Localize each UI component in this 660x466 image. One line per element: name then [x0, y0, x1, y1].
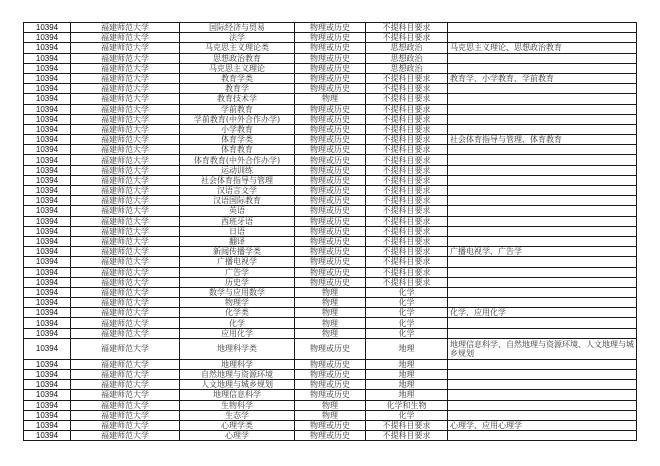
school-name-cell: 福建师范大学 — [71, 380, 180, 390]
major-name-cell: 体育学类 — [180, 135, 295, 145]
school-code-cell: 10394 — [24, 94, 71, 104]
major-name-cell: 社会体育指导与管理 — [180, 175, 295, 185]
major-name-cell: 地理科学类 — [180, 338, 295, 359]
table-row — [24, 410, 637, 420]
school-name-cell: 福建师范大学 — [71, 216, 180, 226]
first-choice-subject-cell: 物理 — [295, 318, 366, 328]
second-choice-subject-cell: 化学 — [366, 308, 448, 318]
first-choice-subject-cell: 物理或历史 — [295, 380, 366, 390]
major-name-cell: 地理信息科学 — [180, 390, 295, 400]
major-name-cell: 广播电视学 — [180, 257, 295, 267]
table-row — [24, 114, 637, 124]
major-name-cell: 西班牙语 — [180, 216, 295, 226]
school-name-cell: 福建师范大学 — [71, 318, 180, 328]
table-row — [24, 431, 637, 441]
school-code-cell: 10394 — [24, 186, 71, 196]
included-majors-cell — [448, 206, 637, 216]
major-name-cell: 物理学 — [180, 298, 295, 308]
included-majors-cell — [448, 155, 637, 165]
major-name-cell: 英语 — [180, 206, 295, 216]
school-name-cell: 福建师范大学 — [71, 287, 180, 297]
second-choice-subject-cell: 不提科目要求 — [366, 226, 448, 236]
second-choice-subject-cell: 不提科目要求 — [366, 145, 448, 155]
major-name-cell: 体育教育(中外合作办学) — [180, 155, 295, 165]
first-choice-subject-cell: 物理或历史 — [295, 114, 366, 124]
school-name-cell: 福建师范大学 — [71, 277, 180, 287]
school-code-cell: 10394 — [24, 247, 71, 257]
second-choice-subject-cell: 化学 — [366, 410, 448, 420]
first-choice-subject-cell: 物理 — [295, 287, 366, 297]
table-row — [24, 380, 637, 390]
second-choice-subject-cell: 不提科目要求 — [366, 277, 448, 287]
second-choice-subject-cell: 地理 — [366, 338, 448, 359]
school-name-cell: 福建师范大学 — [71, 63, 180, 73]
first-choice-subject-cell: 物理或历史 — [295, 206, 366, 216]
school-code-cell: 10394 — [24, 236, 71, 246]
table-row — [24, 135, 637, 145]
first-choice-subject-cell: 物理或历史 — [295, 63, 366, 73]
school-name-cell: 福建师范大学 — [71, 114, 180, 124]
table-row — [24, 338, 637, 359]
included-majors-cell — [448, 226, 637, 236]
table-row — [24, 33, 637, 43]
first-choice-subject-cell: 物理或历史 — [295, 135, 366, 145]
included-majors-cell: 马克思主义理论、思想政治教育 — [448, 43, 637, 53]
table-row — [24, 165, 637, 175]
school-name-cell: 福建师范大学 — [71, 104, 180, 114]
included-majors-cell — [448, 196, 637, 206]
included-majors-cell — [448, 328, 637, 338]
second-choice-subject-cell: 化学 — [366, 318, 448, 328]
school-code-cell: 10394 — [24, 390, 71, 400]
table-row — [24, 155, 637, 165]
second-choice-subject-cell: 地理 — [366, 380, 448, 390]
second-choice-subject-cell: 不提科目要求 — [366, 216, 448, 226]
major-name-cell: 生物科学 — [180, 400, 295, 410]
second-choice-subject-cell: 不提科目要求 — [366, 186, 448, 196]
second-choice-subject-cell: 地理 — [366, 390, 448, 400]
first-choice-subject-cell: 物理或历史 — [295, 73, 366, 83]
first-choice-subject-cell: 物理或历史 — [295, 247, 366, 257]
school-name-cell: 福建师范大学 — [71, 226, 180, 236]
included-majors-cell — [448, 84, 637, 94]
first-choice-subject-cell: 物理 — [295, 94, 366, 104]
included-majors-cell — [448, 318, 637, 328]
school-name-cell: 福建师范大学 — [71, 175, 180, 185]
school-name-cell: 福建师范大学 — [71, 124, 180, 134]
school-code-cell: 10394 — [24, 267, 71, 277]
included-majors-cell — [448, 400, 637, 410]
first-choice-subject-cell: 物理或历史 — [295, 390, 366, 400]
first-choice-subject-cell: 物理或历史 — [295, 216, 366, 226]
school-code-cell: 10394 — [24, 359, 71, 369]
included-majors-cell — [448, 380, 637, 390]
second-choice-subject-cell: 地理 — [366, 370, 448, 380]
included-majors-cell — [448, 53, 637, 63]
table-row — [24, 277, 637, 287]
first-choice-subject-cell: 物理或历史 — [295, 165, 366, 175]
major-name-cell: 化学 — [180, 318, 295, 328]
table-row — [24, 53, 637, 63]
major-name-cell: 马克思主义理论类 — [180, 43, 295, 53]
first-choice-subject-cell: 物理或历史 — [295, 359, 366, 369]
table-row — [24, 23, 637, 33]
school-code-cell: 10394 — [24, 73, 71, 83]
second-choice-subject-cell: 不提科目要求 — [366, 94, 448, 104]
school-name-cell: 福建师范大学 — [71, 257, 180, 267]
first-choice-subject-cell: 物理 — [295, 328, 366, 338]
first-choice-subject-cell: 物理或历史 — [295, 43, 366, 53]
second-choice-subject-cell: 不提科目要求 — [366, 206, 448, 216]
table-row — [24, 216, 637, 226]
school-code-cell: 10394 — [24, 216, 71, 226]
second-choice-subject-cell: 不提科目要求 — [366, 247, 448, 257]
table-row — [24, 104, 637, 114]
school-code-cell: 10394 — [24, 165, 71, 175]
table-row — [24, 400, 637, 410]
school-code-cell: 10394 — [24, 298, 71, 308]
school-name-cell: 福建师范大学 — [71, 420, 180, 430]
first-choice-subject-cell: 物理或历史 — [295, 370, 366, 380]
school-code-cell: 10394 — [24, 53, 71, 63]
first-choice-subject-cell: 物理或历史 — [295, 175, 366, 185]
school-code-cell: 10394 — [24, 277, 71, 287]
school-code-cell: 10394 — [24, 410, 71, 420]
major-name-cell: 马克思主义理论 — [180, 63, 295, 73]
table-row — [24, 84, 637, 94]
major-name-cell: 小学教育 — [180, 124, 295, 134]
second-choice-subject-cell: 不提科目要求 — [366, 431, 448, 441]
first-choice-subject-cell: 物理或历史 — [295, 186, 366, 196]
second-choice-subject-cell: 不提科目要求 — [366, 155, 448, 165]
included-majors-cell — [448, 370, 637, 380]
first-choice-subject-cell: 物理或历史 — [295, 104, 366, 114]
major-name-cell: 广告学 — [180, 267, 295, 277]
included-majors-cell — [448, 63, 637, 73]
school-name-cell: 福建师范大学 — [71, 206, 180, 216]
second-choice-subject-cell: 不提科目要求 — [366, 114, 448, 124]
school-name-cell: 福建师范大学 — [71, 410, 180, 420]
included-majors-cell — [448, 165, 637, 175]
major-name-cell: 法学 — [180, 33, 295, 43]
major-name-cell: 心理学类 — [180, 420, 295, 430]
first-choice-subject-cell: 物理或历史 — [295, 53, 366, 63]
school-code-cell: 10394 — [24, 155, 71, 165]
school-code-cell: 10394 — [24, 308, 71, 318]
school-code-cell: 10394 — [24, 370, 71, 380]
included-majors-cell: 化学、应用化学 — [448, 308, 637, 318]
table-row — [24, 175, 637, 185]
school-name-cell: 福建师范大学 — [71, 431, 180, 441]
first-choice-subject-cell: 物理或历史 — [295, 267, 366, 277]
school-name-cell: 福建师范大学 — [71, 135, 180, 145]
school-code-cell: 10394 — [24, 328, 71, 338]
included-majors-cell — [448, 359, 637, 369]
second-choice-subject-cell: 不提科目要求 — [366, 124, 448, 134]
included-majors-cell: 心理学、应用心理学 — [448, 420, 637, 430]
second-choice-subject-cell: 化学 — [366, 328, 448, 338]
school-name-cell: 福建师范大学 — [71, 53, 180, 63]
school-code-cell: 10394 — [24, 33, 71, 43]
school-name-cell: 福建师范大学 — [71, 390, 180, 400]
school-code-cell: 10394 — [24, 318, 71, 328]
first-choice-subject-cell: 物理或历史 — [295, 277, 366, 287]
included-majors-cell — [448, 236, 637, 246]
school-name-cell: 福建师范大学 — [71, 400, 180, 410]
school-name-cell: 福建师范大学 — [71, 328, 180, 338]
included-majors-cell — [448, 410, 637, 420]
first-choice-subject-cell: 物理或历史 — [295, 257, 366, 267]
major-name-cell: 数学与应用数学 — [180, 287, 295, 297]
second-choice-subject-cell: 不提科目要求 — [366, 257, 448, 267]
included-majors-cell — [448, 94, 637, 104]
included-majors-cell — [448, 390, 637, 400]
second-choice-subject-cell: 不提科目要求 — [366, 33, 448, 43]
table-row — [24, 420, 637, 430]
major-name-cell: 思想政治教育 — [180, 53, 295, 63]
table-row — [24, 226, 637, 236]
school-name-cell: 福建师范大学 — [71, 236, 180, 246]
major-name-cell: 自然地理与资源环境 — [180, 370, 295, 380]
school-name-cell: 福建师范大学 — [71, 247, 180, 257]
major-name-cell: 运动训练 — [180, 165, 295, 175]
table-row — [24, 328, 637, 338]
school-code-cell: 10394 — [24, 145, 71, 155]
school-code-cell: 10394 — [24, 135, 71, 145]
school-name-cell: 福建师范大学 — [71, 338, 180, 359]
major-name-cell: 体育教育 — [180, 145, 295, 155]
major-name-cell: 学前教育 — [180, 104, 295, 114]
table-row — [24, 73, 637, 83]
school-code-cell: 10394 — [24, 206, 71, 216]
included-majors-cell — [448, 277, 637, 287]
included-majors-cell — [448, 298, 637, 308]
first-choice-subject-cell: 物理或历史 — [295, 420, 366, 430]
second-choice-subject-cell: 不提科目要求 — [366, 175, 448, 185]
included-majors-cell — [448, 216, 637, 226]
first-choice-subject-cell: 物理或历史 — [295, 431, 366, 441]
major-name-cell: 教育学 — [180, 84, 295, 94]
included-majors-cell: 社会体育指导与管理、体育教育 — [448, 135, 637, 145]
major-name-cell: 化学类 — [180, 308, 295, 318]
second-choice-subject-cell: 不提科目要求 — [366, 23, 448, 33]
school-code-cell: 10394 — [24, 420, 71, 430]
school-name-cell: 福建师范大学 — [71, 186, 180, 196]
second-choice-subject-cell: 化学和生物 — [366, 400, 448, 410]
school-code-cell: 10394 — [24, 114, 71, 124]
second-choice-subject-cell: 不提科目要求 — [366, 267, 448, 277]
major-name-cell: 汉语国际教育 — [180, 196, 295, 206]
table-row — [24, 145, 637, 155]
second-choice-subject-cell: 不提科目要求 — [366, 84, 448, 94]
included-majors-cell — [448, 267, 637, 277]
included-majors-cell — [448, 114, 637, 124]
school-code-cell: 10394 — [24, 63, 71, 73]
major-name-cell: 教育学类 — [180, 73, 295, 83]
major-name-cell: 教育技术学 — [180, 94, 295, 104]
major-name-cell: 应用化学 — [180, 328, 295, 338]
table-row — [24, 318, 637, 328]
first-choice-subject-cell: 物理或历史 — [295, 124, 366, 134]
first-choice-subject-cell: 物理或历史 — [295, 338, 366, 359]
first-choice-subject-cell: 物理 — [295, 308, 366, 318]
second-choice-subject-cell: 化学 — [366, 287, 448, 297]
major-name-cell: 历史学 — [180, 277, 295, 287]
included-majors-cell — [448, 33, 637, 43]
table-row — [24, 267, 637, 277]
second-choice-subject-cell: 思想政治 — [366, 63, 448, 73]
major-name-cell: 汉语言文学 — [180, 186, 295, 196]
school-name-cell: 福建师范大学 — [71, 165, 180, 175]
table-row — [24, 236, 637, 246]
school-code-cell: 10394 — [24, 84, 71, 94]
table-row — [24, 390, 637, 400]
school-name-cell: 福建师范大学 — [71, 73, 180, 83]
school-name-cell: 福建师范大学 — [71, 23, 180, 33]
second-choice-subject-cell: 化学 — [366, 298, 448, 308]
major-name-cell: 新闻传播学类 — [180, 247, 295, 257]
second-choice-subject-cell: 不提科目要求 — [366, 196, 448, 206]
table-row — [24, 359, 637, 369]
included-majors-cell — [448, 175, 637, 185]
school-name-cell: 福建师范大学 — [71, 298, 180, 308]
second-choice-subject-cell: 不提科目要求 — [366, 236, 448, 246]
school-name-cell: 福建师范大学 — [71, 84, 180, 94]
school-name-cell: 福建师范大学 — [71, 308, 180, 318]
first-choice-subject-cell: 物理或历史 — [295, 23, 366, 33]
table-row — [24, 298, 637, 308]
school-name-cell: 福建师范大学 — [71, 370, 180, 380]
school-code-cell: 10394 — [24, 196, 71, 206]
included-majors-cell: 教育学、小学教育、学前教育 — [448, 73, 637, 83]
first-choice-subject-cell: 物理或历史 — [295, 196, 366, 206]
school-code-cell: 10394 — [24, 287, 71, 297]
included-majors-cell — [448, 431, 637, 441]
first-choice-subject-cell: 物理 — [295, 400, 366, 410]
major-name-cell: 翻译 — [180, 236, 295, 246]
table-row — [24, 124, 637, 134]
school-code-cell: 10394 — [24, 43, 71, 53]
school-name-cell: 福建师范大学 — [71, 196, 180, 206]
major-name-cell: 地理科学 — [180, 359, 295, 369]
table-row — [24, 63, 637, 73]
second-choice-subject-cell: 不提科目要求 — [366, 420, 448, 430]
school-code-cell: 10394 — [24, 124, 71, 134]
first-choice-subject-cell: 物理或历史 — [295, 236, 366, 246]
school-name-cell: 福建师范大学 — [71, 267, 180, 277]
table-row — [24, 370, 637, 380]
table-row — [24, 94, 637, 104]
major-name-cell: 学前教育(中外合作办学) — [180, 114, 295, 124]
included-majors-cell — [448, 145, 637, 155]
school-name-cell: 福建师范大学 — [71, 94, 180, 104]
school-code-cell: 10394 — [24, 380, 71, 390]
major-name-cell: 国际经济与贸易 — [180, 23, 295, 33]
second-choice-subject-cell: 不提科目要求 — [366, 104, 448, 114]
table-row — [24, 287, 637, 297]
second-choice-subject-cell: 不提科目要求 — [366, 165, 448, 175]
school-name-cell: 福建师范大学 — [71, 155, 180, 165]
included-majors-cell: 地理信息科学、自然地理与资源环境、人文地理与城乡规划 — [448, 338, 637, 359]
major-name-cell: 日语 — [180, 226, 295, 236]
major-name-cell: 生态学 — [180, 410, 295, 420]
first-choice-subject-cell: 物理或历史 — [295, 145, 366, 155]
second-choice-subject-cell: 思想政治 — [366, 53, 448, 63]
first-choice-subject-cell: 物理 — [295, 410, 366, 420]
school-code-cell: 10394 — [24, 431, 71, 441]
first-choice-subject-cell: 物理 — [295, 298, 366, 308]
school-code-cell: 10394 — [24, 338, 71, 359]
table-row — [24, 257, 637, 267]
school-name-cell: 福建师范大学 — [71, 145, 180, 155]
table-row — [24, 43, 637, 53]
included-majors-cell — [448, 23, 637, 33]
included-majors-cell — [448, 186, 637, 196]
first-choice-subject-cell: 物理或历史 — [295, 155, 366, 165]
table-row — [24, 186, 637, 196]
table-row — [24, 308, 637, 318]
table-row — [24, 196, 637, 206]
school-name-cell: 福建师范大学 — [71, 359, 180, 369]
table-row — [24, 206, 637, 216]
included-majors-cell — [448, 104, 637, 114]
included-majors-cell — [448, 257, 637, 267]
major-name-cell: 心理学 — [180, 431, 295, 441]
school-code-cell: 10394 — [24, 226, 71, 236]
table-body — [24, 23, 637, 441]
school-code-cell: 10394 — [24, 23, 71, 33]
included-majors-cell — [448, 287, 637, 297]
first-choice-subject-cell: 物理或历史 — [295, 226, 366, 236]
second-choice-subject-cell: 不提科目要求 — [366, 135, 448, 145]
school-name-cell: 福建师范大学 — [71, 43, 180, 53]
included-majors-cell: 广播电视学、广告学 — [448, 247, 637, 257]
school-code-cell: 10394 — [24, 175, 71, 185]
second-choice-subject-cell: 地理 — [366, 359, 448, 369]
subject-requirements-table — [23, 22, 637, 441]
major-name-cell: 人文地理与城乡规划 — [180, 380, 295, 390]
second-choice-subject-cell: 不提科目要求 — [366, 73, 448, 83]
first-choice-subject-cell: 物理或历史 — [295, 33, 366, 43]
school-name-cell: 福建师范大学 — [71, 33, 180, 43]
school-code-cell: 10394 — [24, 104, 71, 114]
included-majors-cell — [448, 124, 637, 134]
table-row — [24, 247, 637, 257]
second-choice-subject-cell: 思想政治 — [366, 43, 448, 53]
first-choice-subject-cell: 物理或历史 — [295, 84, 366, 94]
school-code-cell: 10394 — [24, 400, 71, 410]
school-code-cell: 10394 — [24, 257, 71, 267]
